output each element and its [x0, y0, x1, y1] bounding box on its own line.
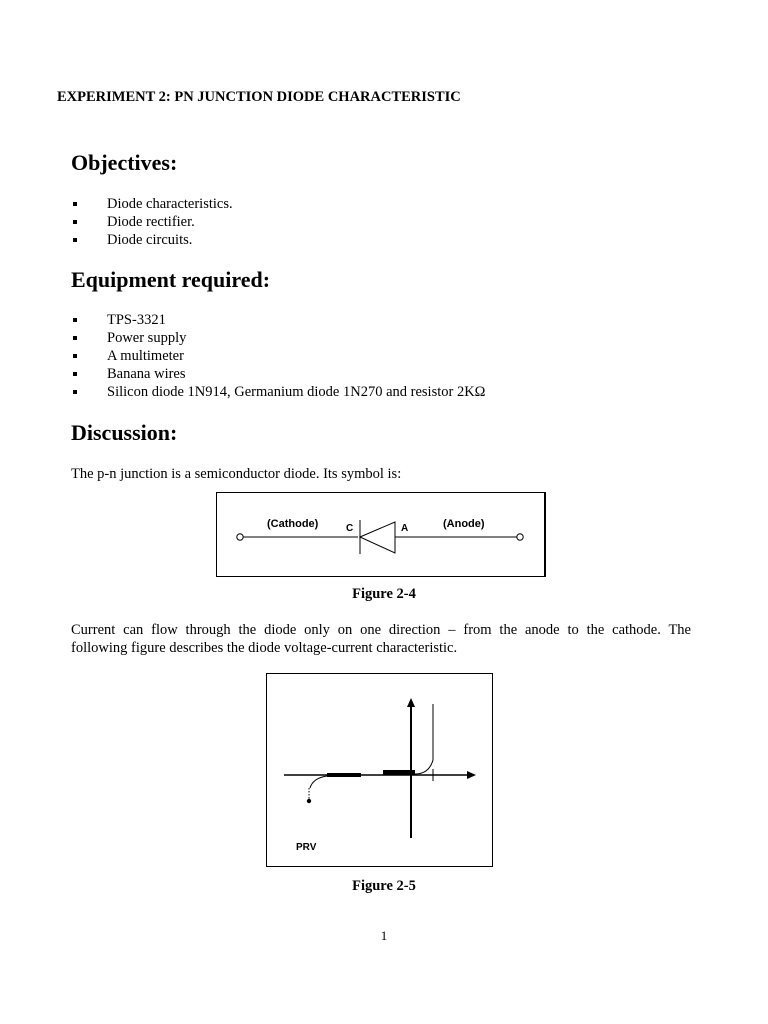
page-number: 1 [380, 928, 388, 943]
cathode-label: (Cathode) [267, 518, 319, 530]
discussion-intro: The p-n junction is a semiconductor diode. Its symbol is: [71, 466, 402, 482]
bullet-icon [73, 238, 77, 242]
c-label: C [346, 523, 354, 534]
prv-label: PRV [296, 842, 317, 853]
bullet-icon [73, 336, 77, 340]
bullet-icon [73, 390, 77, 394]
figure-diode-symbol [216, 492, 546, 577]
anode-terminal [517, 534, 523, 540]
bullet-icon [73, 202, 77, 206]
bullet-icon [73, 318, 77, 322]
discussion-paragraph-line1: Current can flow through the diode only on one direction – from the anode to the cathode. The [71, 622, 691, 638]
equipment-list [71, 311, 485, 401]
bullet-icon [73, 372, 77, 376]
list-item: Silicon diode 1N914, Germanium diode 1N270 and resistor 2KΩ [71, 383, 485, 401]
list-item: Diode characteristics. [71, 195, 233, 213]
anode-label: (Anode) [443, 518, 485, 530]
voltage-axis-arrow-icon [467, 771, 476, 779]
diode-triangle-icon [360, 522, 395, 553]
figure-4-caption: Figure 2-4 [352, 586, 416, 602]
current-axis-arrow-icon [407, 698, 415, 707]
objectives-heading: Objectives: [71, 150, 178, 175]
figure-5-caption: Figure 2-5 [352, 878, 416, 894]
bullet-icon [73, 220, 77, 224]
discussion-paragraph-line2: following figure describes the diode voltage-current characteristic. [71, 640, 458, 656]
equipment-heading: Equipment required: [71, 267, 271, 292]
cathode-terminal [237, 534, 243, 540]
reverse-region-bar [327, 773, 361, 777]
list-item: TPS-3321 [71, 311, 485, 329]
list-item: Diode rectifier. [71, 213, 233, 231]
list-item: Diode circuits. [71, 231, 233, 249]
reverse-current-curve [310, 776, 327, 788]
list-item: Power supply [71, 329, 485, 347]
a-label: A [401, 523, 409, 534]
diode-symbol-diagram [217, 493, 545, 576]
list-item: A multimeter [71, 347, 485, 365]
forward-current-curve [415, 704, 433, 774]
experiment-title: EXPERIMENT 2: PN JUNCTION DIODE CHARACTERISTIC [57, 89, 461, 105]
objectives-list [71, 195, 233, 249]
vi-characteristic-diagram [267, 674, 492, 866]
bullet-icon [73, 354, 77, 358]
forward-region-bar [383, 770, 415, 775]
breakdown-point [307, 799, 311, 803]
figure-vi-characteristic [266, 673, 493, 867]
list-item: Banana wires [71, 365, 485, 383]
discussion-heading: Discussion: [71, 420, 178, 445]
